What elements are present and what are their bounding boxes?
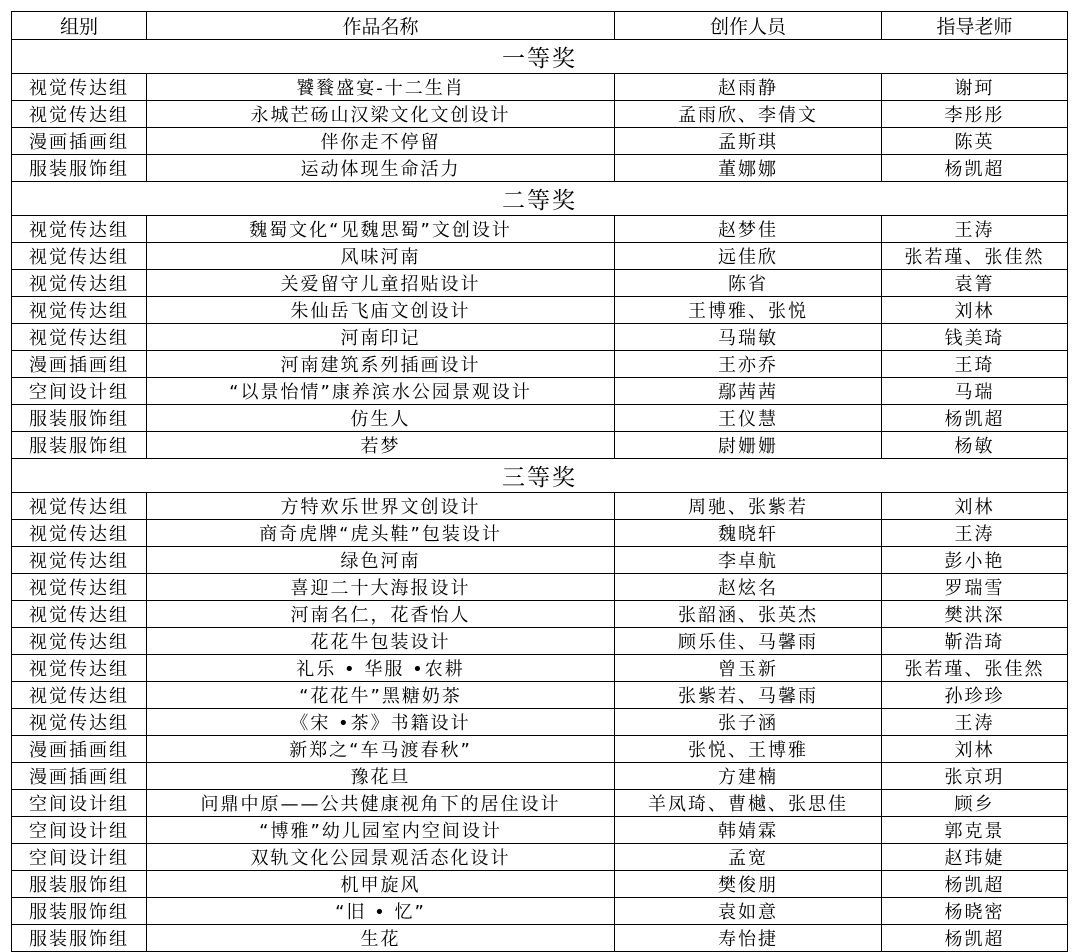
table-row <box>12 790 1068 817</box>
work-title-cell: 双轨文化公园景观活态化设计 <box>147 844 615 871</box>
table-row <box>12 628 1068 655</box>
teacher-cell: 孙珍珍 <box>882 682 1068 709</box>
table-row <box>12 817 1068 844</box>
table-row <box>12 898 1068 925</box>
award-section-title: 三等奖 <box>12 459 1068 493</box>
teacher-cell: 刘林 <box>882 493 1068 520</box>
authors-cell: 袁如意 <box>615 898 882 925</box>
authors-cell: 张韶涵、张英杰 <box>615 601 882 628</box>
group-cell: 空间设计组 <box>12 790 147 817</box>
authors-cell: 韩婧霖 <box>615 817 882 844</box>
work-title-cell: 花花牛包装设计 <box>147 628 615 655</box>
group-cell: 视觉传达组 <box>12 243 147 270</box>
work-title-cell: 生花 <box>147 925 615 952</box>
table-row <box>12 520 1068 547</box>
work-title-cell: “博雅”幼儿园室内空间设计 <box>147 817 615 844</box>
table-row <box>12 493 1068 520</box>
work-title-cell: 绿色河南 <box>147 547 615 574</box>
teacher-cell: 彭小艳 <box>882 547 1068 574</box>
group-cell: 视觉传达组 <box>12 574 147 601</box>
work-title-cell: 喜迎二十大海报设计 <box>147 574 615 601</box>
table-row <box>12 709 1068 736</box>
teacher-cell: 马瑞 <box>882 378 1068 405</box>
teacher-cell: 王涛 <box>882 520 1068 547</box>
work-title-cell: 伴你走不停留 <box>147 128 615 155</box>
teacher-cell: 王琦 <box>882 351 1068 378</box>
teacher-cell: 杨晓密 <box>882 898 1068 925</box>
header-group: 组别 <box>12 12 147 40</box>
work-title-cell: 关爱留守儿童招贴设计 <box>147 270 615 297</box>
work-title-cell: 礼乐 • 华服 •农耕 <box>147 655 615 682</box>
work-title-cell: “以景怡情”康养滨水公园景观设计 <box>147 378 615 405</box>
teacher-cell: 钱美琦 <box>882 324 1068 351</box>
table-row <box>12 655 1068 682</box>
work-title-cell: 风味河南 <box>147 243 615 270</box>
authors-cell: 魏晓轩 <box>615 520 882 547</box>
work-title-cell: 机甲旋风 <box>147 871 615 898</box>
group-cell: 服装服饰组 <box>12 405 147 432</box>
authors-cell: 方建楠 <box>615 763 882 790</box>
table-row <box>12 574 1068 601</box>
authors-cell: 张悦、王博雅 <box>615 736 882 763</box>
table-body <box>12 40 1068 952</box>
table-row <box>12 155 1068 182</box>
work-title-cell: “旧 • 忆” <box>147 898 615 925</box>
teacher-cell: 刘林 <box>882 736 1068 763</box>
table-row <box>12 763 1068 790</box>
authors-cell: 周驰、张紫若 <box>615 493 882 520</box>
authors-cell: 赵炫名 <box>615 574 882 601</box>
authors-cell: 寿怡捷 <box>615 925 882 952</box>
table-header <box>12 12 1068 40</box>
group-cell: 视觉传达组 <box>12 547 147 574</box>
work-title-cell: 运动体现生命活力 <box>147 155 615 182</box>
work-title-cell: 《宋 •茶》书籍设计 <box>147 709 615 736</box>
group-cell: 视觉传达组 <box>12 270 147 297</box>
table-row <box>12 547 1068 574</box>
work-title-cell: 永城芒砀山汉梁文化文创设计 <box>147 101 615 128</box>
teacher-cell: 郭克景 <box>882 817 1068 844</box>
group-cell: 服装服饰组 <box>12 925 147 952</box>
group-cell: 空间设计组 <box>12 817 147 844</box>
group-cell: 漫画插画组 <box>12 763 147 790</box>
teacher-cell: 杨凯超 <box>882 405 1068 432</box>
teacher-cell: 陈英 <box>882 128 1068 155</box>
table-row <box>12 351 1068 378</box>
authors-cell: 王亦乔 <box>615 351 882 378</box>
group-cell: 视觉传达组 <box>12 709 147 736</box>
table-row <box>12 270 1068 297</box>
group-cell: 服装服饰组 <box>12 871 147 898</box>
authors-cell: 董娜娜 <box>615 155 882 182</box>
authors-cell: 羊凤琦、曹樾、张思佳 <box>615 790 882 817</box>
table-row <box>12 128 1068 155</box>
authors-cell: 马瑞敏 <box>615 324 882 351</box>
group-cell: 视觉传达组 <box>12 216 147 243</box>
group-cell: 视觉传达组 <box>12 520 147 547</box>
authors-cell: 远佳欣 <box>615 243 882 270</box>
work-title-cell: 新郑之“车马渡春秋” <box>147 736 615 763</box>
group-cell: 漫画插画组 <box>12 128 147 155</box>
authors-cell: 孟雨欣、李倩文 <box>615 101 882 128</box>
table-row <box>12 243 1068 270</box>
award-section-row <box>12 182 1068 216</box>
table-row <box>12 324 1068 351</box>
work-title-cell: 方特欢乐世界文创设计 <box>147 493 615 520</box>
group-cell: 视觉传达组 <box>12 493 147 520</box>
authors-cell: 尉姗姗 <box>615 432 882 459</box>
teacher-cell: 顾乡 <box>882 790 1068 817</box>
teacher-cell: 张京玥 <box>882 763 1068 790</box>
group-cell: 服装服饰组 <box>12 432 147 459</box>
authors-cell: 王博雅、张悦 <box>615 297 882 324</box>
authors-cell: 孟宽 <box>615 844 882 871</box>
teacher-cell: 李彤彤 <box>882 101 1068 128</box>
teacher-cell: 樊洪深 <box>882 601 1068 628</box>
teacher-cell: 张若瑾、张佳然 <box>882 243 1068 270</box>
teacher-cell: 王涛 <box>882 709 1068 736</box>
award-section-title: 二等奖 <box>12 182 1068 216</box>
award-section-row <box>12 40 1068 74</box>
table-row <box>12 74 1068 101</box>
group-cell: 空间设计组 <box>12 844 147 871</box>
group-cell: 服装服饰组 <box>12 155 147 182</box>
authors-cell: 鄢茜茜 <box>615 378 882 405</box>
table-row <box>12 297 1068 324</box>
teacher-cell: 杨敏 <box>882 432 1068 459</box>
group-cell: 视觉传达组 <box>12 601 147 628</box>
group-cell: 视觉传达组 <box>12 324 147 351</box>
award-section-title: 一等奖 <box>12 40 1068 74</box>
table-row <box>12 432 1068 459</box>
authors-cell: 樊俊朋 <box>615 871 882 898</box>
teacher-cell: 靳浩琦 <box>882 628 1068 655</box>
work-title-cell: 魏蜀文化“见魏思蜀”文创设计 <box>147 216 615 243</box>
authors-cell: 张紫若、马馨雨 <box>615 682 882 709</box>
table-row <box>12 601 1068 628</box>
award-table <box>11 11 1068 952</box>
teacher-cell: 罗瑞雪 <box>882 574 1068 601</box>
work-title-cell: 仿生人 <box>147 405 615 432</box>
authors-cell: 李卓航 <box>615 547 882 574</box>
group-cell: 空间设计组 <box>12 378 147 405</box>
group-cell: 服装服饰组 <box>12 898 147 925</box>
work-title-cell: 河南名仁，花香怡人 <box>147 601 615 628</box>
table-row <box>12 871 1068 898</box>
group-cell: 漫画插画组 <box>12 351 147 378</box>
teacher-cell: 王涛 <box>882 216 1068 243</box>
work-title-cell: 商奇虎牌“虎头鞋”包装设计 <box>147 520 615 547</box>
authors-cell: 赵梦佳 <box>615 216 882 243</box>
authors-cell: 陈省 <box>615 270 882 297</box>
work-title-cell: 若梦 <box>147 432 615 459</box>
teacher-cell: 杨凯超 <box>882 925 1068 952</box>
authors-cell: 孟斯琪 <box>615 128 882 155</box>
table-row <box>12 216 1068 243</box>
header-row <box>12 12 1068 40</box>
teacher-cell: 杨凯超 <box>882 871 1068 898</box>
header-work: 作品名称 <box>147 12 615 40</box>
group-cell: 视觉传达组 <box>12 297 147 324</box>
authors-cell: 王仪慧 <box>615 405 882 432</box>
authors-cell: 赵雨静 <box>615 74 882 101</box>
table-row <box>12 925 1068 952</box>
award-section-row <box>12 459 1068 493</box>
table-row <box>12 736 1068 763</box>
work-title-cell: 朱仙岳飞庙文创设计 <box>147 297 615 324</box>
teacher-cell: 张若瑾、张佳然 <box>882 655 1068 682</box>
group-cell: 视觉传达组 <box>12 655 147 682</box>
work-title-cell: 河南印记 <box>147 324 615 351</box>
table-row <box>12 101 1068 128</box>
header-authors: 创作人员 <box>615 12 882 40</box>
work-title-cell: 豫花旦 <box>147 763 615 790</box>
authors-cell: 顾乐佳、马馨雨 <box>615 628 882 655</box>
group-cell: 视觉传达组 <box>12 682 147 709</box>
work-title-cell: “花花牛”黑糖奶茶 <box>147 682 615 709</box>
teacher-cell: 谢珂 <box>882 74 1068 101</box>
teacher-cell: 袁箐 <box>882 270 1068 297</box>
header-teacher: 指导老师 <box>882 12 1068 40</box>
table-row <box>12 844 1068 871</box>
group-cell: 视觉传达组 <box>12 101 147 128</box>
group-cell: 漫画插画组 <box>12 736 147 763</box>
group-cell: 视觉传达组 <box>12 628 147 655</box>
teacher-cell: 杨凯超 <box>882 155 1068 182</box>
work-title-cell: 问鼎中原——公共健康视角下的居住设计 <box>147 790 615 817</box>
work-title-cell: 饕餮盛宴-十二生肖 <box>147 74 615 101</box>
group-cell: 视觉传达组 <box>12 74 147 101</box>
teacher-cell: 刘林 <box>882 297 1068 324</box>
authors-cell: 曾玉新 <box>615 655 882 682</box>
teacher-cell: 赵玮婕 <box>882 844 1068 871</box>
authors-cell: 张子涵 <box>615 709 882 736</box>
table-row <box>12 405 1068 432</box>
table-row <box>12 682 1068 709</box>
table-row <box>12 378 1068 405</box>
work-title-cell: 河南建筑系列插画设计 <box>147 351 615 378</box>
